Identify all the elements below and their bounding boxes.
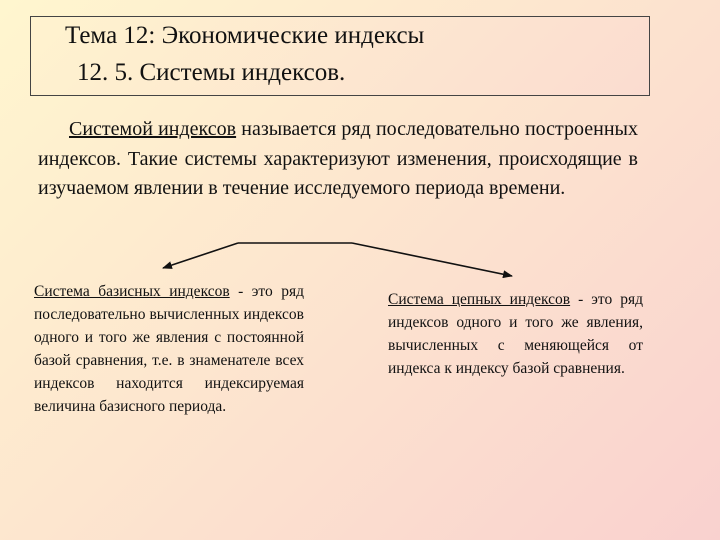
slide-title: Тема 12: Экономические индексы [65, 22, 425, 49]
intro-term: Системой индексов [69, 118, 237, 140]
chain-index-system [388, 288, 643, 380]
basic-term: Система базисных индексов [34, 283, 230, 300]
chain-dash: - [570, 291, 584, 308]
basic-dash: - [229, 283, 244, 300]
basic-index-system [34, 280, 304, 418]
chain-text: это ряд индексов одного и того же явления, вычисленных с меняющейся от индекса к индексу базой сравнения. [388, 291, 643, 377]
arrow-right [352, 243, 512, 276]
slide-subtitle: 12. 5. Системы индексов. [77, 59, 346, 86]
basic-text: это ряд последовательно вычисленных индексов одного и того же явления с постоянной базой сравнения, т.е. в знаменателе всех индексов находится индексируемая величина базисного периода. [34, 283, 304, 415]
chain-term: Система цепных индексов [388, 291, 571, 308]
intro-text: называется ряд последовательно построенных индексов. Такие системы характеризуют изменения, происходящие в изучаемом явлении в течение исследуемого периода времени. [38, 118, 638, 199]
arrow-left [163, 243, 238, 268]
